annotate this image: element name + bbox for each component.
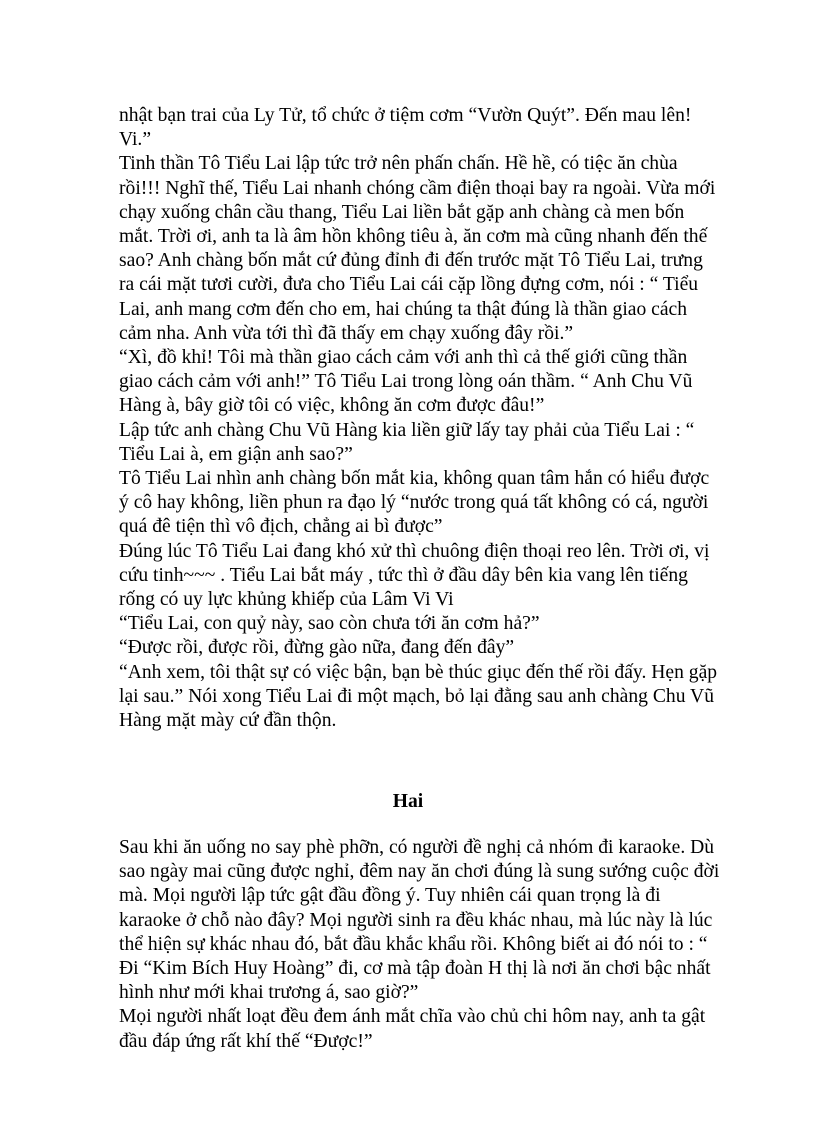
story-text-section-1: [119, 104, 718, 733]
text-line: sao ngày mai cũng được nghỉ, đêm nay ăn chơi đúng là sung sướng cuộc đời: [119, 861, 720, 883]
text-line: rống có uy lực khủng khiếp của Lâm Vi Vi: [119, 589, 454, 611]
text-line: Sau khi ăn uống no say phè phỡn, có người đề nghị cả nhóm đi karaoke. Dù: [119, 837, 715, 858]
text-line: karaoke ở chỗ nào đây? Mọi người sinh ra đều khác nhau, mà lúc này là lúc: [119, 909, 713, 931]
text-line: cứu tinh~~~ . Tiểu Lai bắt máy , tức thì ở đầu dây bên kia vang lên tiếng: [119, 564, 688, 586]
text-line: Hàng mặt mày cứ đần thộn.: [119, 710, 337, 732]
text-line: Tô Tiểu Lai nhìn anh chàng bốn mắt kia, không quan tâm hắn có hiểu được: [119, 468, 710, 490]
text-line: lại sau.” Nói xong Tiểu Lai đi một mạch, bỏ lại đằng sau anh chàng Chu Vũ: [119, 685, 714, 707]
text-line: thể hiện sự khác nhau đó, bắt đầu khắc khẩu rồi. Không biết ai đó nói to : “: [119, 933, 708, 955]
text-line: hình như mới khai trương á, sao giờ?”: [119, 982, 419, 1004]
text-line: Đi “Kim Bích Huy Hoàng” đi, cơ mà tập đoàn H thị là nơi ăn chơi bậc nhất: [119, 958, 711, 980]
text-line: rồi!!! Nghĩ thế, Tiểu Lai nhanh chóng cầm điện thoại bay ra ngoài. Vừa mới: [119, 177, 716, 199]
text-line: sao? Anh chàng bốn mắt cứ đủng đỉnh đi đến trước mặt Tô Tiểu Lai, trưng: [119, 250, 703, 272]
text-line: “Tiểu Lai, con quỷ này, sao còn chưa tới ăn cơm hả?”: [119, 613, 540, 635]
chapter-heading: Hai: [392, 791, 424, 812]
text-line: “Anh xem, tôi thật sự có việc bận, bạn bè thúc giục đến thế rồi đấy. Hẹn gặp: [119, 661, 718, 683]
text-line: “Được rồi, được rồi, đừng gào nữa, đang đến đây”: [119, 637, 515, 659]
text-line: chạy xuống chân cầu thang, Tiểu Lai liền bắt gặp anh chàng cà men bốn: [119, 201, 685, 223]
text-line: Đúng lúc Tô Tiểu Lai đang khó xử thì chuông điện thoại reo lên. Trời ơi, vị: [119, 540, 710, 562]
text-line: Vi.”: [119, 129, 152, 151]
text-line: Hàng à, bây giờ tôi có việc, không ăn cơm được đâu!”: [119, 395, 545, 417]
text-line: mắt. Trời ơi, anh ta là âm hồn không tiêu à, ăn cơm mà cũng nhanh đến thế: [119, 226, 708, 248]
text-line: Tinh thần Tô Tiểu Lai lập tức trở nên phấn chấn. Hề hề, có tiệc ăn chùa: [119, 153, 678, 175]
text-line: Lai, anh mang cơm đến cho em, hai chúng ta thật đúng là thần giao cách: [119, 298, 688, 320]
text-line: quá đê tiện thì vô địch, chẳng ai bì được”: [119, 516, 443, 538]
text-line: nhật bạn trai của Ly Tử, tổ chức ở tiệm cơm “Vườn Quýt”. Đến mau lên!: [119, 105, 692, 126]
text-line: đầu đáp ứng rất khí thế “Được!”: [119, 1030, 373, 1052]
text-line: Lập tức anh chàng Chu Vũ Hàng kia liền giữ lấy tay phải của Tiểu Lai : “: [119, 419, 695, 441]
text-line: Tiểu Lai à, em giận anh sao?”: [119, 443, 353, 465]
text-line: ra cái mặt tươi cười, đưa cho Tiểu Lai cái cặp lồng đựng cơm, nói : “ Tiểu: [119, 274, 699, 296]
text-line: mà. Mọi người lập tức gật đầu đồng ý. Tuy nhiên cái quan trọng là đi: [119, 885, 661, 907]
text-line: Mọi người nhất loạt đều đem ánh mắt chĩa vào chủ chi hôm nay, anh ta gật: [119, 1006, 706, 1028]
story-text-section-2: [119, 836, 720, 1054]
text-line: “Xì, đồ khỉ! Tôi mà thần giao cách cảm với anh thì cả thế giới cũng thần: [119, 347, 688, 369]
text-line: giao cách cảm với anh!” Tô Tiểu Lai trong lòng oán thầm. “ Anh Chu Vũ: [119, 371, 693, 393]
text-line: ý cô hay không, liền phun ra đạo lý “nước trong quá tất không có cá, người: [119, 492, 709, 514]
text-line: cảm nha. Anh vừa tới thì đã thấy em chạy xuống đây rồi.”: [119, 322, 574, 344]
